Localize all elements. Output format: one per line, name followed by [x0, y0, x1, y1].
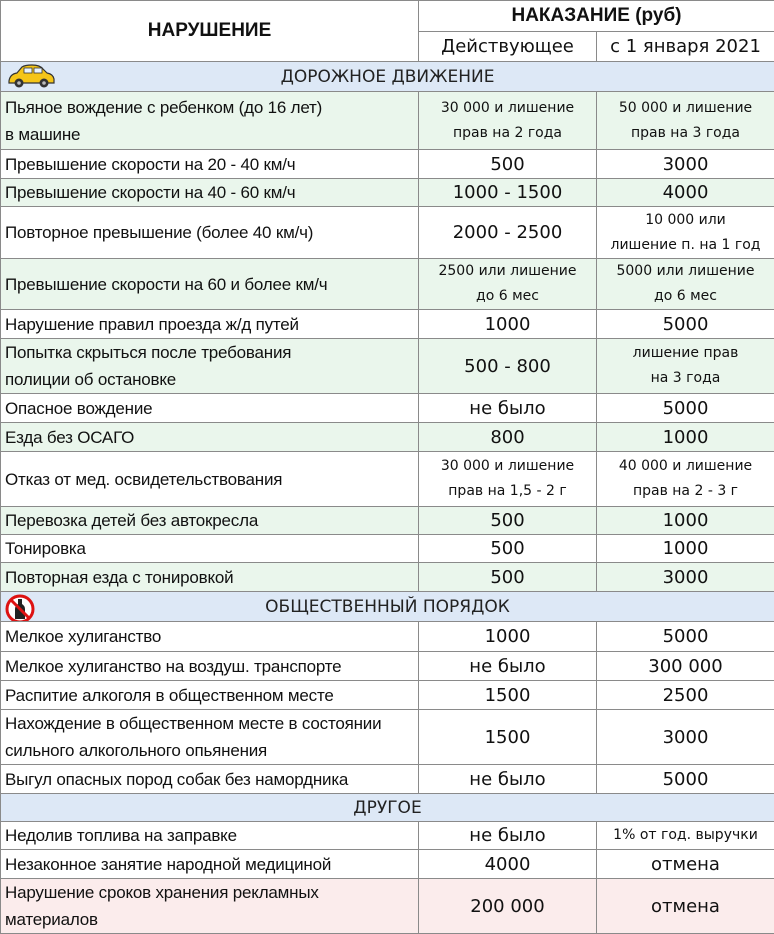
cell-line: 5000: [601, 769, 770, 790]
cell-line: 1000: [601, 427, 770, 448]
table-row: [1, 150, 774, 179]
new-penalty-cell: [597, 423, 774, 452]
current-penalty-cell: [419, 150, 597, 179]
cell-line: полиции об остановке: [5, 366, 414, 393]
new-penalty-cell: [597, 535, 774, 563]
cell-line: 2000 - 2500: [423, 222, 592, 243]
cell-line: Перевозка детей без автокресла: [5, 507, 414, 534]
current-column-header: Действующее: [419, 32, 597, 62]
cell-line: лишение п. на 1 год: [601, 233, 770, 258]
cell-line: Превышение скорости на 40 - 60 км/ч: [5, 179, 414, 206]
table-row: [1, 207, 774, 259]
new-penalty-cell: [597, 879, 774, 934]
cell-line: не было: [423, 656, 592, 677]
cell-line: Мелкое хулиганство на воздуш. транспорте: [5, 653, 414, 680]
table-row: [1, 92, 774, 150]
cell-line: 200 000: [423, 896, 592, 917]
violation-cell: [1, 310, 419, 339]
violation-cell: [1, 681, 419, 710]
cell-line: 300 000: [601, 656, 770, 677]
section-header-row: [1, 794, 774, 822]
current-penalty-cell: [419, 394, 597, 423]
cell-line: 1000: [423, 626, 592, 647]
section-header-row: [1, 592, 774, 622]
violation-cell: [1, 339, 419, 394]
violation-cell: [1, 879, 419, 934]
violation-cell: [1, 652, 419, 681]
cell-line: не было: [423, 769, 592, 790]
cell-line: 4000: [601, 182, 770, 203]
new-penalty-cell: [597, 92, 774, 150]
table-row: [1, 710, 774, 765]
cell-line: Мелкое хулиганство: [5, 623, 414, 650]
new-penalty-cell: [597, 150, 774, 179]
cell-line: 40 000 и лишение: [601, 454, 770, 479]
cell-line: 500: [423, 154, 592, 175]
cell-line: сильного алкогольного опьянения: [5, 737, 414, 764]
current-penalty-cell: [419, 92, 597, 150]
table-row: [1, 452, 774, 507]
violation-cell: [1, 850, 419, 879]
cell-line: Пьяное вождение с ребенком (до 16 лет): [5, 94, 414, 121]
cell-line: Отказ от мед. освидетельствования: [5, 466, 414, 493]
cell-line: не было: [423, 398, 592, 419]
violation-cell: [1, 710, 419, 765]
cell-line: 2500 или лишение: [423, 259, 592, 284]
table-row: [1, 765, 774, 794]
cell-line: 4000: [423, 854, 592, 875]
cell-line: прав на 1,5 - 2 г: [423, 479, 592, 504]
cell-line: Выгул опасных пород собак без намордника: [5, 766, 414, 793]
cell-line: 1500: [423, 727, 592, 748]
violation-cell: [1, 535, 419, 563]
new-penalty-cell: [597, 850, 774, 879]
current-penalty-cell: [419, 822, 597, 850]
cell-line: Недолив топлива на заправке: [5, 822, 414, 849]
section-header-row: [1, 62, 774, 92]
current-penalty-cell: [419, 879, 597, 934]
current-penalty-cell: [419, 681, 597, 710]
cell-line: 5000: [601, 398, 770, 419]
violation-cell: [1, 423, 419, 452]
cell-line: 1% от год. выручки: [601, 823, 770, 848]
cell-line: 1000: [601, 510, 770, 531]
table-row: [1, 622, 774, 652]
table-row: [1, 339, 774, 394]
cell-line: 500: [423, 567, 592, 588]
violation-cell: [1, 507, 419, 535]
current-penalty-cell: [419, 423, 597, 452]
cell-line: 500 - 800: [423, 356, 592, 377]
current-penalty-cell: [419, 710, 597, 765]
new-penalty-cell: [597, 710, 774, 765]
table-row: [1, 535, 774, 563]
cell-line: прав на 2 года: [423, 121, 592, 146]
cell-line: 5000: [601, 314, 770, 335]
new-penalty-cell: [597, 822, 774, 850]
new-penalty-cell: [597, 394, 774, 423]
cell-line: 500: [423, 538, 592, 559]
cell-line: Попытка скрыться после требования: [5, 339, 414, 366]
current-penalty-cell: [419, 622, 597, 652]
table-row: [1, 423, 774, 452]
section-title: [1, 62, 774, 92]
cell-line: не было: [423, 825, 592, 846]
new-penalty-cell: [597, 207, 774, 259]
section-title: [1, 794, 774, 822]
violation-cell: [1, 765, 419, 794]
cell-line: 30 000 и лишение: [423, 96, 592, 121]
cell-line: Опасное вождение: [5, 395, 414, 422]
section-title-text: ОБЩЕСТВЕННЫЙ ПОРЯДОК: [265, 597, 510, 617]
new-penalty-cell: [597, 507, 774, 535]
table-row: [1, 507, 774, 535]
new-penalty-cell: [597, 652, 774, 681]
cell-line: 2500: [601, 685, 770, 706]
cell-line: прав на 2 - 3 г: [601, 479, 770, 504]
cell-line: отмена: [601, 854, 770, 875]
from-2021-column-header: с 1 января 2021: [597, 32, 774, 62]
cell-line: Нарушение сроков хранения рекламных: [5, 879, 414, 906]
cell-line: на 3 года: [601, 366, 770, 391]
cell-line: 3000: [601, 154, 770, 175]
current-penalty-cell: [419, 652, 597, 681]
section-title-text: ДРУГОЕ: [353, 798, 421, 818]
current-penalty-cell: [419, 207, 597, 259]
current-penalty-cell: [419, 535, 597, 563]
new-penalty-cell: [597, 259, 774, 310]
table-row: [1, 179, 774, 207]
new-penalty-cell: [597, 310, 774, 339]
cell-line: Повторная езда с тонировкой: [5, 564, 414, 591]
cell-line: 10 000 или: [601, 208, 770, 233]
cell-line: 500: [423, 510, 592, 531]
violation-cell: [1, 394, 419, 423]
section-title-text: ДОРОЖНОЕ ДВИЖЕНИЕ: [281, 67, 495, 87]
cell-line: Тонировка: [5, 535, 414, 562]
table-row: [1, 563, 774, 592]
cell-line: Незаконное занятие народной медициной: [5, 851, 414, 878]
current-penalty-cell: [419, 452, 597, 507]
punishment-column-header: НАКАЗАНИЕ (руб): [419, 1, 774, 32]
current-penalty-cell: [419, 179, 597, 207]
section-title: [1, 592, 774, 622]
violation-column-header: НАРУШЕНИЕ: [1, 1, 419, 62]
table-row: [1, 879, 774, 934]
cell-line: прав на 3 года: [601, 121, 770, 146]
cell-line: 5000: [601, 626, 770, 647]
cell-line: материалов: [5, 906, 414, 933]
current-penalty-cell: [419, 765, 597, 794]
cell-line: 50 000 и лишение: [601, 96, 770, 121]
new-penalty-cell: [597, 622, 774, 652]
new-penalty-cell: [597, 563, 774, 592]
cell-line: 1000 - 1500: [423, 182, 592, 203]
violation-cell: [1, 563, 419, 592]
cell-line: в машине: [5, 121, 414, 148]
table-row: [1, 259, 774, 310]
table-row: [1, 850, 774, 879]
new-penalty-cell: [597, 681, 774, 710]
cell-line: 1000: [423, 314, 592, 335]
cell-line: 5000 или лишение: [601, 259, 770, 284]
header-row: [1, 1, 774, 32]
cell-line: отмена: [601, 896, 770, 917]
current-penalty-cell: [419, 507, 597, 535]
current-penalty-cell: [419, 310, 597, 339]
current-penalty-cell: [419, 850, 597, 879]
cell-line: Превышение скорости на 20 - 40 км/ч: [5, 151, 414, 178]
cell-line: 30 000 и лишение: [423, 454, 592, 479]
no-alcohol-icon: [5, 594, 35, 622]
violation-cell: [1, 259, 419, 310]
new-penalty-cell: [597, 339, 774, 394]
current-penalty-cell: [419, 563, 597, 592]
violation-cell: [1, 150, 419, 179]
car-icon: [5, 64, 57, 92]
cell-line: до 6 мес: [423, 284, 592, 309]
cell-line: Распитие алкоголя в общественном месте: [5, 682, 414, 709]
violation-cell: [1, 207, 419, 259]
violation-cell: [1, 452, 419, 507]
current-penalty-cell: [419, 339, 597, 394]
table-row: [1, 310, 774, 339]
cell-line: Превышение скорости на 60 и более км/ч: [5, 271, 414, 298]
new-penalty-cell: [597, 452, 774, 507]
cell-line: лишение прав: [601, 341, 770, 366]
table-row: [1, 681, 774, 710]
cell-line: Нахождение в общественном месте в состоянии: [5, 710, 414, 737]
cell-line: Нарушение правил проезда ж/д путей: [5, 311, 414, 338]
violation-cell: [1, 92, 419, 150]
cell-line: 800: [423, 427, 592, 448]
violation-cell: [1, 179, 419, 207]
cell-line: 1500: [423, 685, 592, 706]
violation-cell: [1, 622, 419, 652]
table-row: [1, 652, 774, 681]
new-penalty-cell: [597, 179, 774, 207]
current-penalty-cell: [419, 259, 597, 310]
violation-cell: [1, 822, 419, 850]
cell-line: 1000: [601, 538, 770, 559]
cell-line: 3000: [601, 567, 770, 588]
cell-line: Повторное превышение (более 40 км/ч): [5, 219, 414, 246]
new-penalty-cell: [597, 765, 774, 794]
table-row: [1, 394, 774, 423]
cell-line: Езда без ОСАГО: [5, 424, 414, 451]
cell-line: до 6 мес: [601, 284, 770, 309]
table-row: [1, 822, 774, 850]
cell-line: 3000: [601, 727, 770, 748]
